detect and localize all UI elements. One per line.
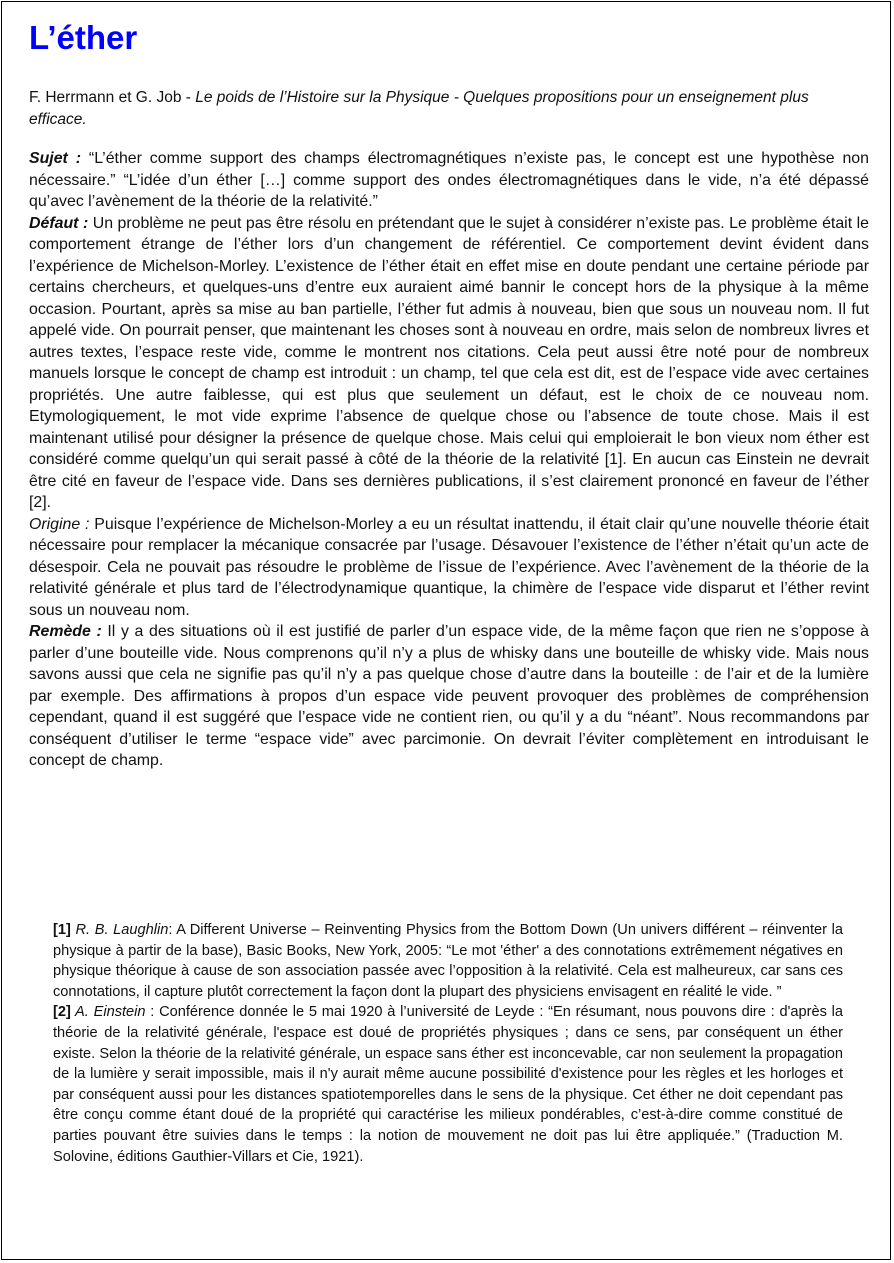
reference-number: [1] — [53, 922, 71, 938]
reference-2 — [53, 1002, 843, 1167]
reference-text: : Conférence donnée le 5 mai 1920 à l’université de Leyde : “En résumant, nous pouvons dire : d'après la théorie de la relativité générale, l'espace est doué de propriétés physiques ; dans ce sens, par conséquent un éther existe. Selon la théorie de la relativité générale, un espace sans éther est inconcevable, car non seulement la propagation de la lumière y serait impossible, mais il n'y aurait même aucune possibilité d'existence pour les règles et les horloges et par conséquent aussi pour les distances spatiotemporelles dans le sens de la physique. Cet éther ne doit cependant pas être conçu comme étant doué de la propriété qui caractérise les milieux pondérables, c’est-à-dire comme constitué de parties pouvant être suivies dans le temps : la notion de mouvement ne doit pas lui être appliquée.” (Traduction M. Solovine, éditions Gauthier-Villars et Cie, 1921). — [53, 1004, 843, 1165]
section-text-sujet: “L’éther comme support des champs électromagnétiques n’existe pas, le concept est une hypothèse non nécessaire.” “L’idée d’un éther […] comme support des ondes électromagnétiques dans le vide, n’a été dépassé qu’avec l’avènement de la théorie de la relativité.” — [29, 150, 869, 210]
section-text-defaut: Un problème ne peut pas être résolu en prétendant que le sujet à considérer n’existe pas. Le problème était le comportement étrange de l’éther lors d’un changement de référentiel. Ce comportement devint évident dans l’expérience de Michelson-Morley. L’existence de l’éther était en effet mise en doute pendant une certaine période par certains chercheurs, et quelques-uns d’entre eux auraient aimé bannir le concept hors de la physique à la même occasion. Pourtant, après sa mise au ban partielle, l’éther fut admis à nouveau, bien que sous un nouveau nom. Il fut appelé vide. On pourrait penser, que maintenant les choses sont à nouveau en ordre, mais selon de nombreux livres et autres textes, l’espace reste vide, comme le montrent nos citations. Cela peut aussi être noté pour de nombreux manuels lorsque le concept de champ est introduit : un champ, tel que cela est dit, est de l’espace vide avec certaines propriétés. Une autre faiblesse, qui est plus que seulement un défaut, est le choix de ce nouveau nom. Etymologiquement, le mot vide exprime l’absence de quelque chose ou l’absence de toute chose. Mais il est maintenant utilisé pour désigner la présence de quelque chose. Mais celui qui emploierait le bon vieux nom éther est considéré comme quelqu’un qui serait passé à côté de la théorie de la relativité [1]. En aucun cas Einstein ne devrait être cité en faveur de l’espace vide. Dans ses dernières publications, il s’est clairement prononcé en faveur de l’éther [2]. — [29, 214, 869, 511]
article-body — [29, 148, 869, 772]
byline-book-title: Le poids de l’Histoire sur la Physique - Quelques propositions pour un enseignement plus efficace. — [29, 89, 809, 128]
section-label-origine: Origine : — [29, 515, 90, 533]
reference-author: A. Einstein — [70, 1004, 146, 1021]
section-text-origine: Puisque l’expérience de Michelson-Morley a eu un résultat inattendu, il était clair qu’une nouvelle théorie était nécessaire pour remplacer la mécanique consacrée par l’usage. Désavouer l’existence de l’éther n’était qu’un acte de désespoir. Cela ne pouvait pas résoudre le problème de l’issue de l’expérience. Avec l’avènement de la théorie de la relativité générale et plus tard de l’électrodynamique quantique, la chimère de l’espace vide disparut et l’éther revint sous un nouveau nom. — [29, 515, 869, 619]
section-origine — [29, 514, 869, 622]
section-text-remede: Il y a des situations où il est justifié de parler d’un espace vide, de la même façon que rien ne s’oppose à parler d’une bouteille vide. Nous comprenons qu’il n’y a plus de whisky dans une bouteille de whisky vide. Mais nous savons aussi que cela ne signifie pas qu’il n’y a pas quelque chose d’autre dans la bouteille : de l’air et de la lumière par exemple. Des affirmations à propos d’un espace vide peuvent provoquer des problèmes de compréhension cependant, quand il est suggéré que l’espace vide ne contient rien, ou qu’il y a du “néant”. Nous recommandons par conséquent d’utiliser le terme “espace vide” avec parcimonie. On devrait l’éviter complètement en introduisant le concept de champ. — [29, 623, 869, 769]
section-label-sujet: Sujet : — [29, 150, 82, 167]
document-page — [1, 1, 891, 1260]
page-title: L’éther — [29, 19, 138, 56]
reference-author: R. B. Laughlin — [70, 922, 169, 938]
section-label-remede: Remède : — [29, 623, 102, 640]
reference-1 — [53, 920, 843, 1002]
reference-text: : A Different Universe – Reinventing Physics from the Bottom Down (Un univers différent – réinventer la physique à partir de la base), Basic Books, New York, 2005: “Le mot 'éther' a des connotations extrêmement négatives en physique théorique à cause de son association passée avec l’opposition à la relativité. Cela est malheureux, car sans ces connotations, il capture plutôt correctement la façon dont la plupart des physiciens envisagent en réalité le vide. ” — [53, 922, 843, 1000]
byline — [29, 87, 849, 131]
section-sujet — [29, 148, 869, 213]
section-remede — [29, 621, 869, 772]
reference-number: [2] — [53, 1004, 71, 1021]
byline-authors: F. Herrmann et G. Job - — [29, 89, 196, 106]
section-label-defaut: Défaut : — [29, 214, 89, 232]
section-defaut — [29, 213, 869, 514]
references — [53, 920, 843, 1167]
